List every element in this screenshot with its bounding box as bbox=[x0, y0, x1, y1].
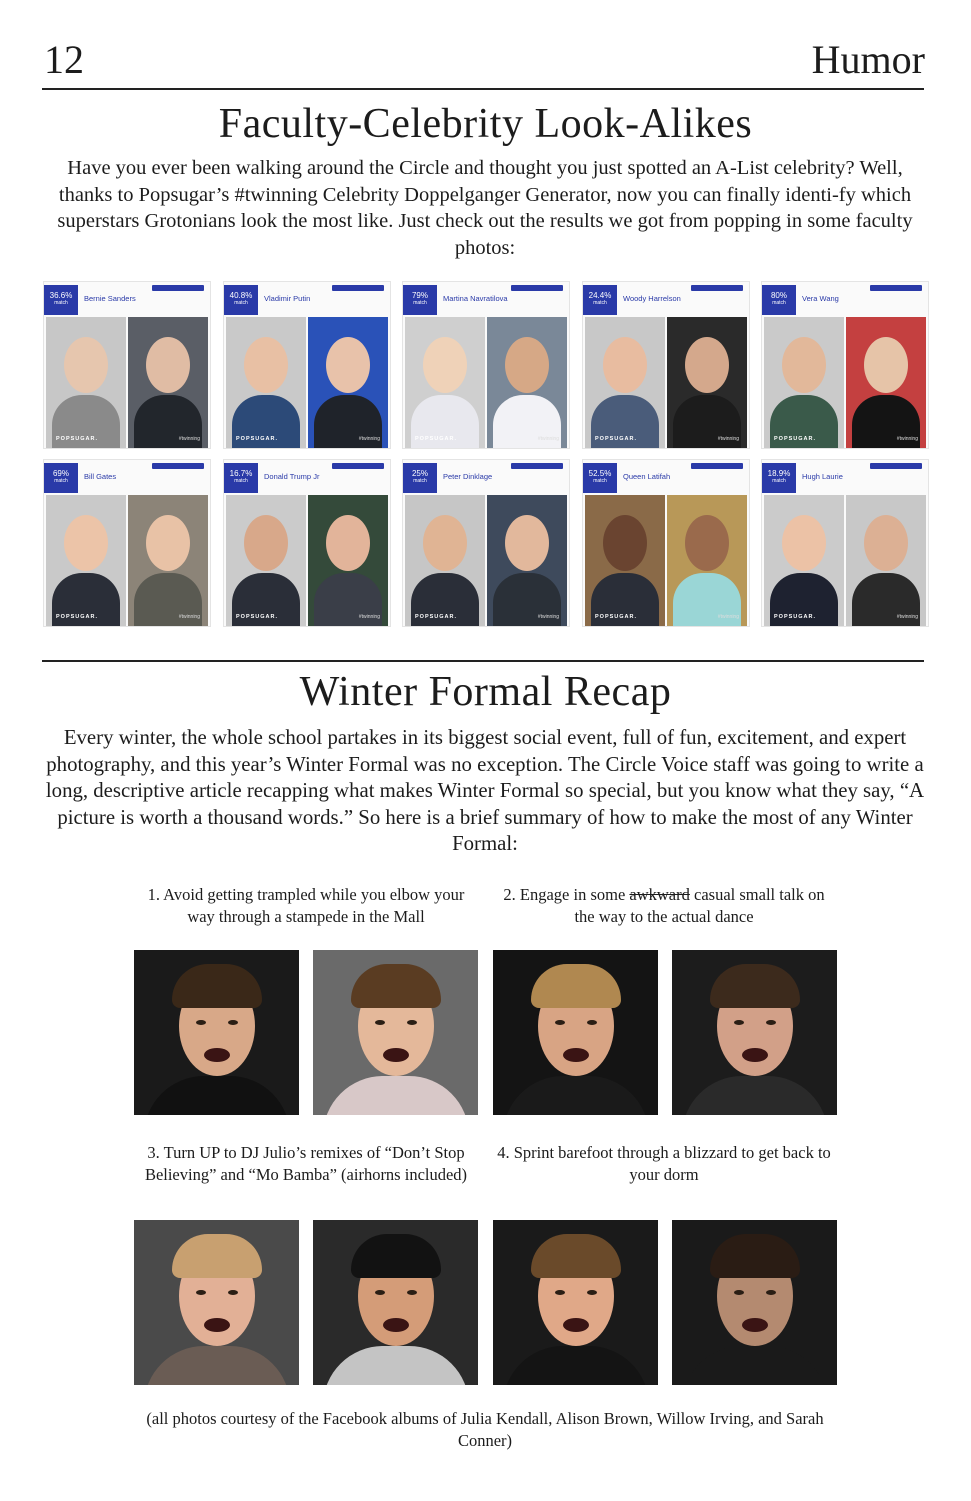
celebrity-photo bbox=[128, 317, 208, 448]
match-badge bbox=[224, 463, 258, 493]
celebrity-face bbox=[146, 337, 190, 393]
photo-eye bbox=[196, 1020, 206, 1025]
celebrity-name: Bill Gates bbox=[84, 472, 117, 481]
photo-hair bbox=[351, 1234, 441, 1278]
celebrity-face bbox=[685, 337, 729, 393]
match-badge bbox=[762, 463, 796, 493]
faculty-face bbox=[244, 337, 288, 393]
match-badge bbox=[403, 463, 437, 493]
photo-shoulders bbox=[503, 1076, 649, 1115]
match-label: match bbox=[593, 300, 607, 306]
site-url-tag bbox=[511, 463, 563, 469]
formal-photo bbox=[493, 1220, 658, 1385]
tip-3-caption: 3. Turn UP to DJ Julio’s remixes of “Don’t Stop Believing” and “Mo Bamba” (airhorns included) bbox=[144, 1143, 468, 1184]
photo-hair bbox=[172, 1234, 262, 1278]
photo-shoulders bbox=[323, 1346, 469, 1385]
celebrity-photo bbox=[667, 495, 747, 626]
popsugar-logo: POPSUGAR. bbox=[415, 614, 458, 620]
photo-eye bbox=[555, 1020, 565, 1025]
site-url-tag bbox=[870, 285, 922, 291]
section-title: Humor bbox=[811, 37, 925, 82]
popsugar-logo: POPSUGAR. bbox=[774, 614, 817, 620]
faculty-face bbox=[603, 515, 647, 571]
faculty-face bbox=[603, 337, 647, 393]
match-percent: 79% bbox=[411, 291, 428, 300]
lookalikes-intro: Have you ever been walking around the Circle and thought you just spotted an A-List celebrity? Well, thanks to Popsugar’s #twinning Celebrity Doppelganger Generator, now you can finally identi-fy which superstars Grotonians look the most like. Just check out the results we got from popping in some faculty photos: bbox=[57, 157, 913, 259]
formal-photo bbox=[313, 950, 478, 1115]
celebrity-photo bbox=[308, 317, 388, 448]
photo-mouth bbox=[383, 1318, 409, 1332]
faculty-photo bbox=[764, 317, 844, 448]
photo-mouth bbox=[204, 1048, 230, 1062]
match-label: match bbox=[772, 478, 786, 484]
celebrity-face bbox=[685, 515, 729, 571]
faculty-photo bbox=[405, 317, 485, 448]
site-url-tag bbox=[152, 463, 204, 469]
popsugar-logo: POPSUGAR. bbox=[774, 436, 817, 442]
page-number: 12 bbox=[44, 37, 84, 82]
popsugar-logo: POPSUGAR. bbox=[415, 436, 458, 442]
faculty-photo bbox=[46, 495, 126, 626]
match-label: match bbox=[234, 478, 248, 484]
photo-hair bbox=[710, 1234, 800, 1278]
popsugar-logo: POPSUGAR. bbox=[56, 436, 99, 442]
faculty-photo bbox=[585, 495, 665, 626]
celebrity-photo bbox=[846, 495, 926, 626]
formal-photo bbox=[493, 950, 658, 1115]
photo-eye bbox=[228, 1290, 238, 1295]
photo-hair bbox=[531, 1234, 621, 1278]
celebrity-face bbox=[505, 337, 549, 393]
photo-credits: (all photos courtesy of the Facebook albums of Julia Kendall, Alison Brown, Willow Irving, and Sarah Conner) bbox=[146, 1409, 824, 1450]
match-badge bbox=[583, 285, 617, 315]
site-url-tag bbox=[332, 285, 384, 291]
celebrity-photo bbox=[487, 495, 567, 626]
faculty-face bbox=[64, 337, 108, 393]
twinning-tag: #twinning bbox=[178, 436, 200, 442]
lookalike-card bbox=[403, 282, 569, 448]
celebrity-photo bbox=[308, 495, 388, 626]
formal-photo bbox=[313, 1220, 478, 1385]
photo-eye bbox=[734, 1020, 744, 1025]
match-percent: 25% bbox=[411, 469, 428, 478]
photo-eye bbox=[196, 1290, 206, 1295]
photo-mouth bbox=[204, 1318, 230, 1332]
photo-mouth bbox=[742, 1048, 768, 1062]
photo-eye bbox=[228, 1020, 238, 1025]
celebrity-face bbox=[505, 515, 549, 571]
site-url-tag bbox=[152, 285, 204, 291]
faculty-photo bbox=[585, 317, 665, 448]
twinning-tag: #twinning bbox=[896, 614, 918, 620]
celebrity-name: Queen Latifah bbox=[623, 472, 671, 481]
photo-eye bbox=[555, 1290, 565, 1295]
formal-photo bbox=[134, 950, 299, 1115]
lookalike-card bbox=[403, 460, 569, 626]
popsugar-logo: POPSUGAR. bbox=[236, 614, 279, 620]
photo-shoulders bbox=[323, 1076, 469, 1115]
popsugar-logo: POPSUGAR. bbox=[236, 436, 279, 442]
photo-eye bbox=[375, 1020, 385, 1025]
faculty-face bbox=[423, 515, 467, 571]
match-badge bbox=[44, 285, 78, 315]
celebrity-name: Hugh Laurie bbox=[802, 472, 843, 481]
celebrity-face bbox=[326, 515, 370, 571]
photo-eye bbox=[766, 1020, 776, 1025]
photo-eye bbox=[766, 1290, 776, 1295]
header-rule bbox=[42, 88, 924, 90]
popsugar-logo: POPSUGAR. bbox=[595, 436, 638, 442]
twinning-tag: #twinning bbox=[896, 436, 918, 442]
match-label: match bbox=[413, 478, 427, 484]
celebrity-name: Donald Trump Jr bbox=[264, 472, 320, 481]
twinning-tag: #twinning bbox=[178, 614, 200, 620]
photo-shoulders bbox=[144, 1346, 290, 1385]
lookalike-card bbox=[224, 460, 390, 626]
match-label: match bbox=[413, 300, 427, 306]
match-percent: 52.5% bbox=[588, 469, 612, 478]
match-label: match bbox=[772, 300, 786, 306]
match-badge bbox=[403, 285, 437, 315]
match-percent: 80% bbox=[770, 291, 787, 300]
site-url-tag bbox=[511, 285, 563, 291]
photo-eye bbox=[407, 1290, 417, 1295]
celebrity-face bbox=[864, 337, 908, 393]
formal-photo bbox=[672, 950, 837, 1115]
celebrity-photo bbox=[487, 317, 567, 448]
match-label: match bbox=[593, 478, 607, 484]
photo-mouth bbox=[742, 1318, 768, 1332]
tip-4-caption: 4. Sprint barefoot through a blizzard to get back to your dorm bbox=[497, 1143, 831, 1184]
photo-hair bbox=[172, 964, 262, 1008]
celebrity-name: Bernie Sanders bbox=[84, 294, 136, 303]
lookalike-card bbox=[224, 282, 390, 448]
celebrity-face bbox=[146, 515, 190, 571]
faculty-photo bbox=[405, 495, 485, 626]
match-percent: 40.8% bbox=[229, 291, 253, 300]
photo-mouth bbox=[383, 1048, 409, 1062]
lookalike-card bbox=[762, 460, 928, 626]
faculty-photo bbox=[226, 495, 306, 626]
faculty-face bbox=[782, 337, 826, 393]
faculty-face bbox=[423, 337, 467, 393]
faculty-photo bbox=[764, 495, 844, 626]
celebrity-face bbox=[864, 515, 908, 571]
photo-shoulders bbox=[144, 1076, 290, 1115]
celebrity-photo bbox=[128, 495, 208, 626]
photo-hair bbox=[351, 964, 441, 1008]
photo-eye bbox=[734, 1290, 744, 1295]
popsugar-logo: POPSUGAR. bbox=[56, 614, 99, 620]
lookalike-card bbox=[762, 282, 928, 448]
celebrity-face bbox=[326, 337, 370, 393]
tip-2-text-start: 2. Engage in some bbox=[503, 885, 630, 904]
site-url-tag bbox=[870, 463, 922, 469]
twinning-tag: #twinning bbox=[537, 614, 559, 620]
lookalike-card bbox=[44, 460, 210, 626]
faculty-photo bbox=[46, 317, 126, 448]
site-url-tag bbox=[332, 463, 384, 469]
celebrity-name: Peter Dinklage bbox=[443, 472, 493, 481]
photo-eye bbox=[587, 1020, 597, 1025]
photo-eye bbox=[407, 1020, 417, 1025]
faculty-photo bbox=[226, 317, 306, 448]
photo-mouth bbox=[563, 1048, 589, 1062]
site-url-tag bbox=[691, 463, 743, 469]
celebrity-name: Vera Wang bbox=[802, 294, 839, 303]
tip-1-caption: 1. Avoid getting trampled while you elbow your way through a stampede in the Mall bbox=[147, 885, 465, 926]
match-badge bbox=[762, 285, 796, 315]
faculty-face bbox=[64, 515, 108, 571]
celebrity-name: Martina Navratilova bbox=[443, 294, 508, 303]
lookalikes-title: Faculty-Celebrity Look-Alikes bbox=[218, 101, 753, 147]
recap-intro: Every winter, the whole school partakes in its biggest social event, full of fun, excitement, and expert photography, and this year’s Winter Formal was no exception. The Circle Voice staff was going to write a long, descriptive article recapping what makes Winter Formal so special, but you know what they say, “A picture is worth a thousand words.” So here is a brief summary of how to make the most of any Winter Formal: bbox=[45, 726, 925, 855]
tip-2-caption bbox=[494, 884, 834, 928]
twinning-tag: #twinning bbox=[717, 436, 739, 442]
match-percent: 36.6% bbox=[49, 291, 73, 300]
popsugar-logo: POPSUGAR. bbox=[595, 614, 638, 620]
match-percent: 69% bbox=[52, 469, 69, 478]
site-url-tag bbox=[691, 285, 743, 291]
twinning-tag: #twinning bbox=[537, 436, 559, 442]
lookalike-card bbox=[583, 460, 749, 626]
match-label: match bbox=[54, 300, 68, 306]
twinning-tag: #twinning bbox=[358, 614, 380, 620]
match-percent: 18.9% bbox=[767, 469, 791, 478]
lookalike-card bbox=[583, 282, 749, 448]
match-percent: 24.4% bbox=[588, 291, 612, 300]
tip-2-struck-word: awkward bbox=[629, 885, 690, 904]
photo-shoulders bbox=[503, 1346, 649, 1385]
photo-hair bbox=[710, 964, 800, 1008]
tip-2-text-end: casual small talk on the way to the actual dance bbox=[574, 885, 825, 926]
match-badge bbox=[224, 285, 258, 315]
celebrity-photo bbox=[846, 317, 926, 448]
formal-photo bbox=[672, 1220, 837, 1385]
photo-eye bbox=[587, 1290, 597, 1295]
photo-eye bbox=[375, 1290, 385, 1295]
twinning-tag: #twinning bbox=[358, 436, 380, 442]
formal-photo bbox=[134, 1220, 299, 1385]
match-label: match bbox=[54, 478, 68, 484]
match-label: match bbox=[234, 300, 248, 306]
match-badge bbox=[44, 463, 78, 493]
celebrity-photo bbox=[667, 317, 747, 448]
celebrity-name: Woody Harrelson bbox=[623, 294, 681, 303]
celebrity-name: Vladimir Putin bbox=[264, 294, 311, 303]
lookalike-card bbox=[44, 282, 210, 448]
section-rule bbox=[42, 660, 924, 662]
match-percent: 16.7% bbox=[229, 469, 253, 478]
photo-shoulders bbox=[682, 1346, 828, 1385]
faculty-face bbox=[782, 515, 826, 571]
photo-mouth bbox=[563, 1318, 589, 1332]
twinning-tag: #twinning bbox=[717, 614, 739, 620]
photo-shoulders bbox=[682, 1076, 828, 1115]
match-badge bbox=[583, 463, 617, 493]
faculty-face bbox=[244, 515, 288, 571]
photo-hair bbox=[531, 964, 621, 1008]
recap-title: Winter Formal Recap bbox=[299, 669, 672, 715]
